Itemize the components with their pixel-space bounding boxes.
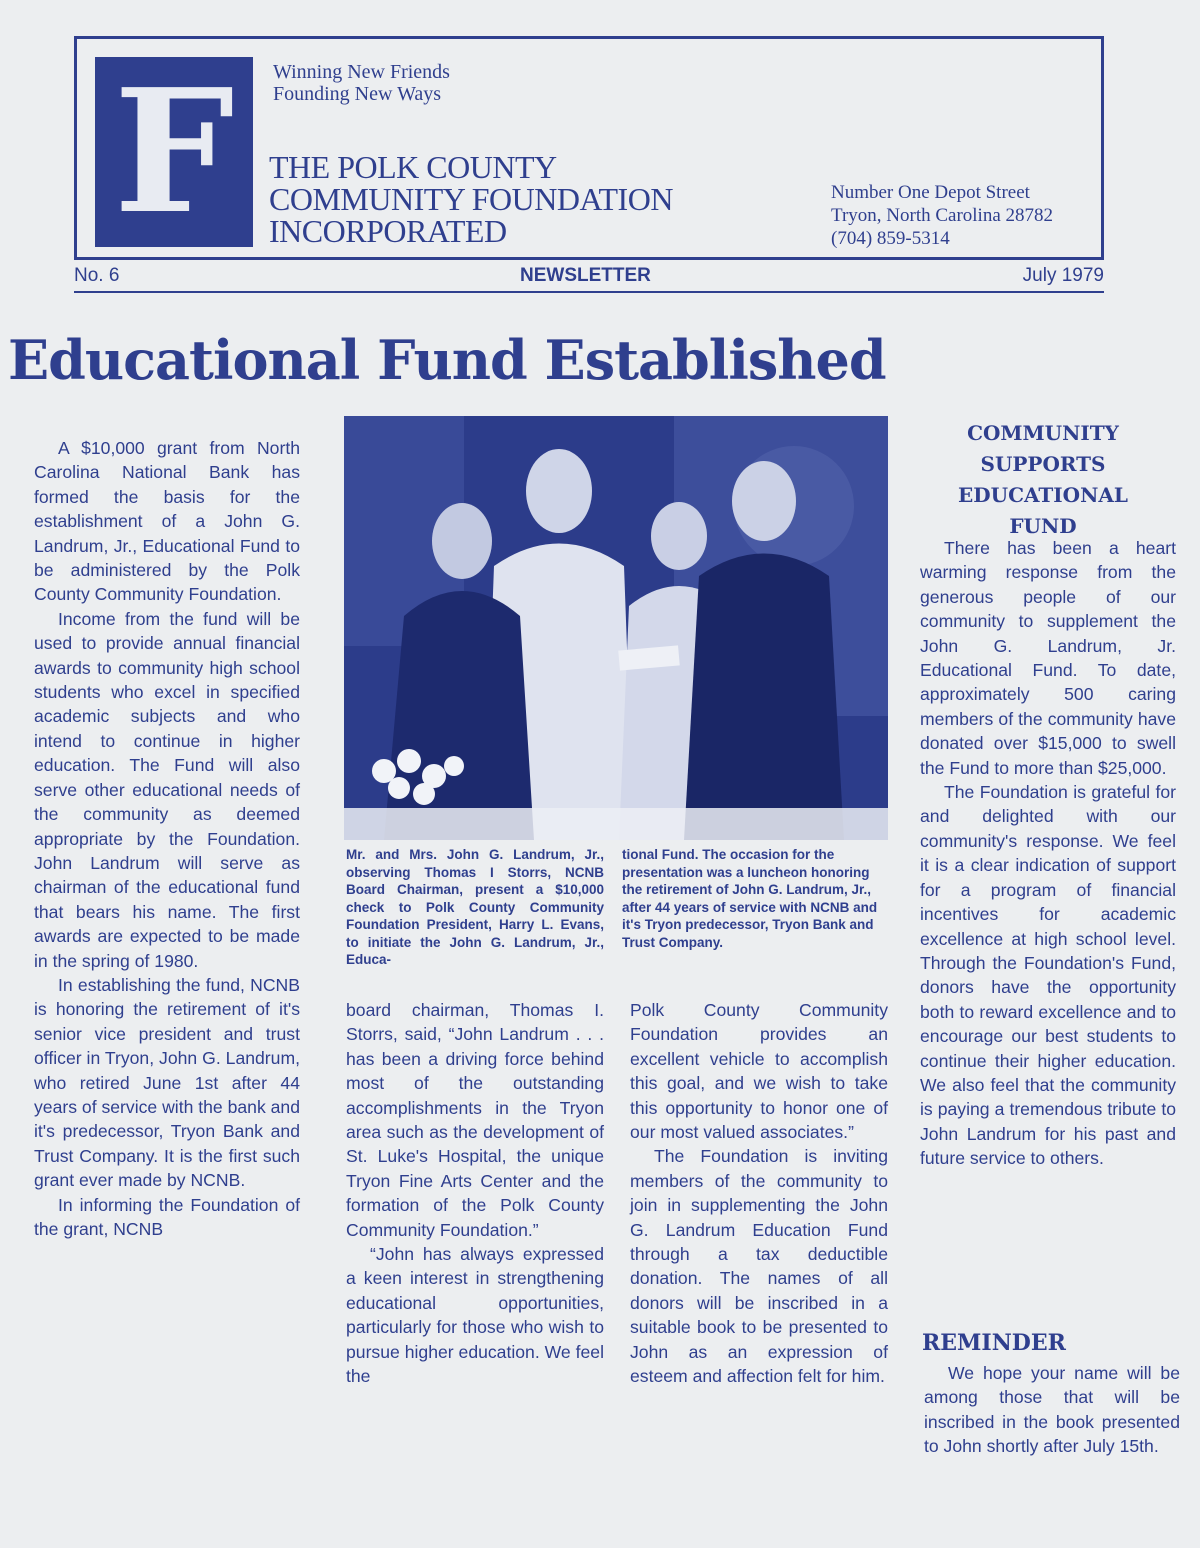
foundation-logo	[95, 52, 253, 252]
sidebar-heading	[920, 418, 1166, 542]
presentation-photo	[344, 416, 888, 840]
photo-caption-part-1: Mr. and Mrs. John G. Landrum, Jr., observing Thomas I Storrs, NCNB Board Chairman, present a $10,000 check to Polk County Community Foundation President, Harry L. Evans, to initiate the John G. Landrum, Jr., Educa-	[346, 847, 604, 967]
address-line: Number One Depot Street	[831, 182, 1030, 203]
sidebar-paragraph: The Foundation is grateful for and delighted with our community's response. We feel it is a clear indication of support for a program of financial incentives for academic excellence at high school level. Through the Foundation's Fund, donors have the opportunity both to reward excellence and to encourage our best students to continue their higher education. We also feel that the community is paying a tremendous tribute to John Landrum for his past and future service to others.	[920, 782, 1176, 1169]
photo-caption-part-2: tional Fund. The occasion for the presentation was a luncheon honoring the retirement of John G. Landrum, Jr., after 44 years of service with NCNB and it's Tryon predecessor, Tryon Bank and Trust Company.	[622, 847, 878, 950]
article-column-3	[630, 998, 888, 1389]
tagline	[273, 61, 450, 105]
sidebar-heading-line: FUND	[1009, 514, 1077, 538]
issue-number: No. 6	[74, 265, 120, 286]
article-paragraph: A $10,000 grant from North Carolina National Bank has formed the basis for the establishment of a John G. Landrum, Jr., Educational Fund to be administered by the Polk County Community Foundation.	[34, 438, 300, 605]
newsletter-label: NEWSLETTER	[520, 265, 651, 286]
sidebar-heading-line: COMMUNITY	[967, 421, 1119, 445]
logo-letter: F	[113, 52, 235, 252]
address-line: Tryon, North Carolina 28782	[831, 205, 1054, 226]
article-column-2	[346, 998, 604, 1389]
tagline-line: Winning New Friends	[273, 61, 450, 83]
article-paragraph: Income from the fund will be used to provide annual financial awards to community high school students who excel in specified academic subjects and who intend to continue in higher education. The Fund will also serve other educational needs of the community as deemed appropriate by the Foundation. John Landrum will serve as chairman of the educational fund that bears his name. The first awards are expected to be made in the spring of 1980.	[34, 608, 300, 971]
reminder-text	[924, 1361, 1180, 1459]
tagline-line: Founding New Ways	[273, 83, 442, 105]
masthead	[74, 36, 1104, 260]
photo-illustration	[344, 416, 888, 840]
article-column-1	[34, 436, 300, 1241]
org-name-line: COMMUNITY FOUNDATION	[269, 181, 673, 217]
org-name-line: INCORPORATED	[269, 213, 507, 249]
sidebar-paragraph: There has been a heart warming response from the generous people of our community to supplement the John G. Landrum, Jr. Educational Fund. To date, approximately 500 caring members of the community have donated over $15,000 to swell the Fund to more than $25,000.	[920, 538, 1176, 778]
organization-name	[269, 151, 673, 247]
phone-number: (704) 859-5314	[831, 228, 950, 249]
article-paragraph: Polk County Community Foundation provides an excellent vehicle to accomplish this goal, and we wish to take this opportunity to honor one of our most valued associates.”	[630, 1000, 888, 1143]
reminder-paragraph: We hope your name will be among those that will be inscribed in the book presented to John shortly after July 15th.	[924, 1363, 1180, 1457]
reminder-heading: REMINDER	[922, 1330, 1066, 1356]
issue-date: July 1979	[1022, 265, 1104, 286]
address-block	[831, 181, 1053, 250]
article-paragraph: In informing the Foundation of the grant, NCNB	[34, 1194, 300, 1239]
header-rule	[74, 291, 1104, 293]
article-paragraph: In establishing the fund, NCNB is honoring the retirement of it's senior vice president and trust officer in Tryon, John G. Landrum, who retired June 1st after 44 years of service with the bank and it's predecessor, Tryon Bank and Trust Company. It is the first such grant ever made by NCNB.	[34, 974, 301, 1191]
org-name-line: THE POLK COUNTY	[269, 149, 557, 185]
article-paragraph: The Foundation is inviting members of the community to join in supplementing the John G. Landrum Education Fund through a tax deductible donation. The names of all donors will be inscribed in a suitable book to be presented to John as an expression of esteem and affection felt for him.	[630, 1146, 888, 1387]
issue-line	[74, 265, 1104, 291]
sidebar-heading-line: EDUCATIONAL	[958, 483, 1128, 507]
headline: Educational Fund Established	[8, 328, 886, 392]
sidebar-column	[920, 536, 1176, 1171]
sidebar-heading-line: SUPPORTS	[980, 452, 1106, 476]
article-paragraph: board chairman, Thomas I. Storrs, said, “John Landrum . . . has been a driving force behind most of the outstanding accomplishments in the Tryon area such as the development of St. Luke's Hospital, the unique Tryon Fine Arts Center and the formation of the Polk County Community Foundation.”	[346, 1000, 604, 1240]
article-paragraph: “John has always expressed a keen interest in strengthening educational opportunities, particularly for those who wish to pursue higher education. We feel the	[346, 1244, 604, 1387]
